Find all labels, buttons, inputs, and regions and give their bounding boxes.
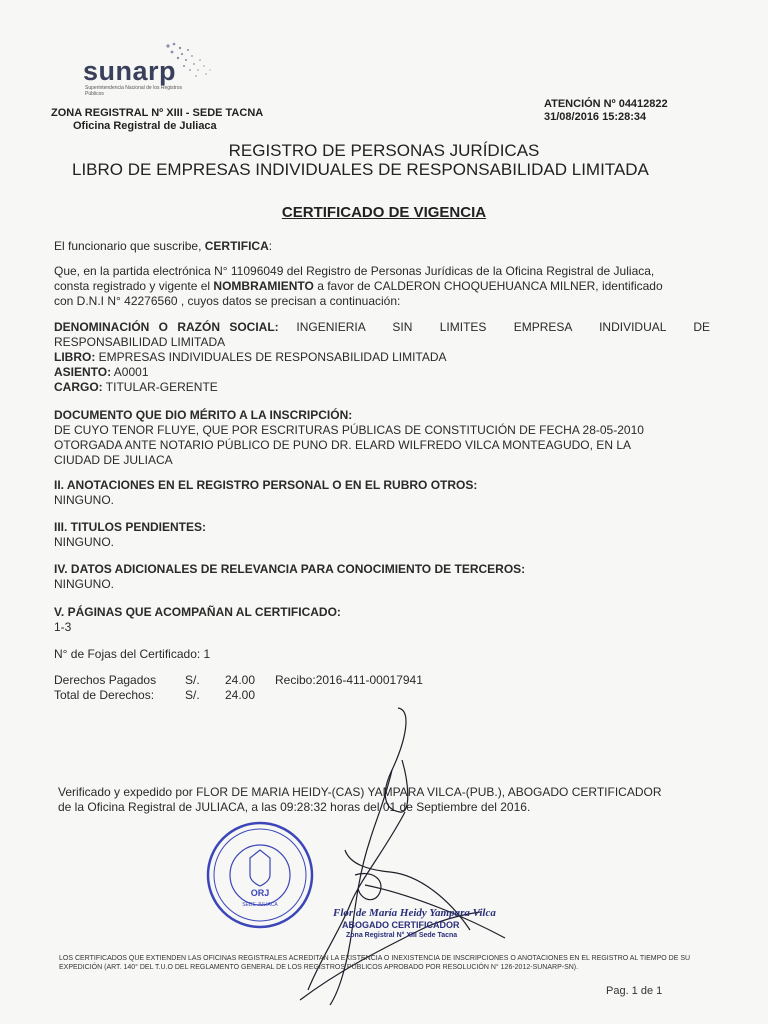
libro-value: EMPRESAS INDIVIDUALES DE RESPONSABILIDAD LIMITADA bbox=[95, 350, 447, 364]
libro-row bbox=[54, 350, 710, 365]
seal-center-text: ORJ bbox=[250, 888, 270, 898]
section-value: NINGUNO. bbox=[54, 493, 114, 507]
certificate-title: CERTIFICADO DE VIGENCIA bbox=[281, 204, 487, 221]
documento-line-3: CIUDAD DE JULIACA bbox=[54, 453, 173, 467]
intro-prefix: El funcionario que suscribe, bbox=[54, 239, 205, 253]
asiento-label: ASIENTO: bbox=[54, 365, 112, 379]
total-amount: 24.00 bbox=[225, 688, 256, 702]
cargo-value: TITULAR-GERENTE bbox=[102, 380, 218, 394]
que-line-2a: consta registrado y vigente el bbox=[54, 279, 214, 293]
zona-registral: ZONA REGISTRAL Nº XIII - SEDE TACNA bbox=[51, 107, 264, 119]
atencion-datetime: 31/08/2016 15:28:34 bbox=[544, 111, 647, 123]
pagados-label: Derechos Pagados bbox=[54, 673, 157, 687]
book-title: LIBRO DE EMPRESAS INDIVIDUALES DE RESPONSABILIDAD LIMITADA bbox=[72, 160, 649, 179]
logo-subtitle: Superintendencia Nacional de los Registros Públicos bbox=[85, 85, 183, 97]
recibo-value: 2016-411-00017941 bbox=[315, 673, 423, 687]
denominacion-label: DENOMINACIÓN O RAZÓN SOCIAL: bbox=[54, 320, 279, 334]
page-number: Pag. 1 de 1 bbox=[606, 985, 663, 997]
section-ii bbox=[54, 478, 477, 508]
verificado-line-2: de la Oficina Registral de JULIACA, a las 09:28:32 horas del 01 de Septiembre del 2016. bbox=[58, 800, 531, 814]
section-value: NINGUNO. bbox=[54, 535, 114, 549]
total-currency: S/. bbox=[185, 688, 200, 702]
que-line-1: Que, en la partida electrónica N° 11096049 del Registro de Personas Jurídicas de la Oficina Registral de Juliaca, bbox=[54, 264, 655, 278]
signer-zona: Zona Registral N° XIII Sede Tacna bbox=[346, 932, 458, 939]
total-label: Total de Derechos: bbox=[54, 688, 155, 702]
signer-name: Flor de María Heidy Yampara Vilca bbox=[333, 907, 496, 919]
oficina-registral: Oficina Registral de Juliaca bbox=[73, 120, 217, 132]
que-line-2b: a favor de CALDERON CHOQUEHUANCA MILNER, identificado bbox=[313, 279, 663, 293]
official-seal bbox=[205, 820, 315, 930]
que-line-2 bbox=[54, 279, 714, 294]
logo-dots-icon bbox=[160, 40, 220, 85]
asiento-value: A0001 bbox=[111, 365, 149, 379]
atencion-block bbox=[544, 98, 668, 124]
section-value: NINGUNO. bbox=[54, 577, 114, 591]
seal-sub-text: SEDE JULIACA bbox=[242, 902, 278, 908]
registry-title: REGISTRO DE PERSONAS JURÍDICAS bbox=[228, 141, 540, 160]
section-v bbox=[54, 605, 341, 635]
intro-suffix: : bbox=[268, 239, 273, 253]
fojas-line: N° de Fojas del Certificado: 1 bbox=[54, 647, 211, 661]
certifica-word: CERTIFICA bbox=[204, 239, 269, 253]
section-heading: IV. DATOS ADICIONALES DE RELEVANCIA PARA CONOCIMIENTO DE TERCEROS: bbox=[54, 562, 526, 576]
fees-table bbox=[54, 673, 423, 703]
sunarp-logo: sunarp bbox=[83, 56, 177, 86]
que-line-3: con D.N.I N° 42276560 , cuyos datos se precisan a continuación: bbox=[54, 294, 401, 308]
fees-block bbox=[54, 673, 423, 703]
documento-block bbox=[54, 408, 714, 468]
pagados-amount: 24.00 bbox=[225, 673, 256, 687]
section-heading: V. PÁGINAS QUE ACOMPAÑAN AL CERTIFICADO: bbox=[54, 605, 341, 619]
cargo-label: CARGO: bbox=[54, 380, 103, 394]
denominacion-value-1: INGENIERIA SIN LIMITES EMPRESA INDIVIDUAL DE bbox=[296, 320, 710, 334]
denominacion-value-2: RESPONSABILIDAD LIMITADA bbox=[54, 335, 226, 349]
section-iv bbox=[54, 562, 525, 592]
signer-role: ABOGADO CERTIFICADOR bbox=[342, 920, 460, 930]
recibo-label: Recibo: bbox=[275, 673, 316, 687]
atencion-number: ATENCIÓN Nº 04412822 bbox=[544, 98, 668, 110]
intro-line bbox=[54, 239, 272, 254]
documento-line-2: OTORGADA ANTE NOTARIO PÚBLICO DE PUNO DR. ELARD WILFREDO VILCA MONTEAGUDO, EN LA bbox=[54, 438, 631, 452]
documento-line-1: DE CUYO TENOR FLUYE, QUE POR ESCRITURAS PÚBLICAS DE CONSTITUCIÓN DE FECHA 28-05-2010 bbox=[54, 423, 644, 437]
asiento-row bbox=[54, 365, 710, 380]
documento-heading: DOCUMENTO QUE DIO MÉRITO A LA INSCRIPCIÓN: bbox=[54, 408, 353, 422]
section-value: 1-3 bbox=[54, 620, 72, 634]
verificado-line-1: Verificado y expedido por FLOR DE MARIA HEIDY-(CAS) YAMPARA VILCA-(PUB.), ABOGADO CERTIFICADOR bbox=[58, 785, 662, 799]
section-iii bbox=[54, 520, 206, 550]
denominacion-row bbox=[54, 320, 710, 335]
que-paragraph bbox=[54, 264, 714, 309]
nombramiento-word: NOMBRAMIENTO bbox=[213, 279, 314, 293]
cargo-row bbox=[54, 380, 710, 395]
pagados-currency: S/. bbox=[185, 673, 200, 687]
datos-block bbox=[54, 320, 710, 395]
fees-row-pagados bbox=[54, 673, 423, 688]
legal-footer-note: LOS CERTIFICADOS QUE EXTIENDEN LAS OFICINAS REGISTRALES ACREDITAN LA EXISTENCIA O INEXISTENCIA DE INSCRIPCIONES O ANOTACIONES EN EL REGISTRO AL TIEMPO DE SU EXPEDICIÓN (ART. 140° DEL T.U.O DEL REGLAMENTO GENERAL DE LOS REGISTROS PÚBLICOS APROBADO POR RESOLUCIÓN N° 126-2012-SUNARP-SN). bbox=[59, 955, 691, 971]
libro-label: LIBRO: bbox=[54, 350, 96, 364]
section-heading: II. ANOTACIONES EN EL REGISTRO PERSONAL O EN EL RUBRO OTROS: bbox=[54, 478, 478, 492]
section-heading: III. TITULOS PENDIENTES: bbox=[54, 520, 207, 534]
